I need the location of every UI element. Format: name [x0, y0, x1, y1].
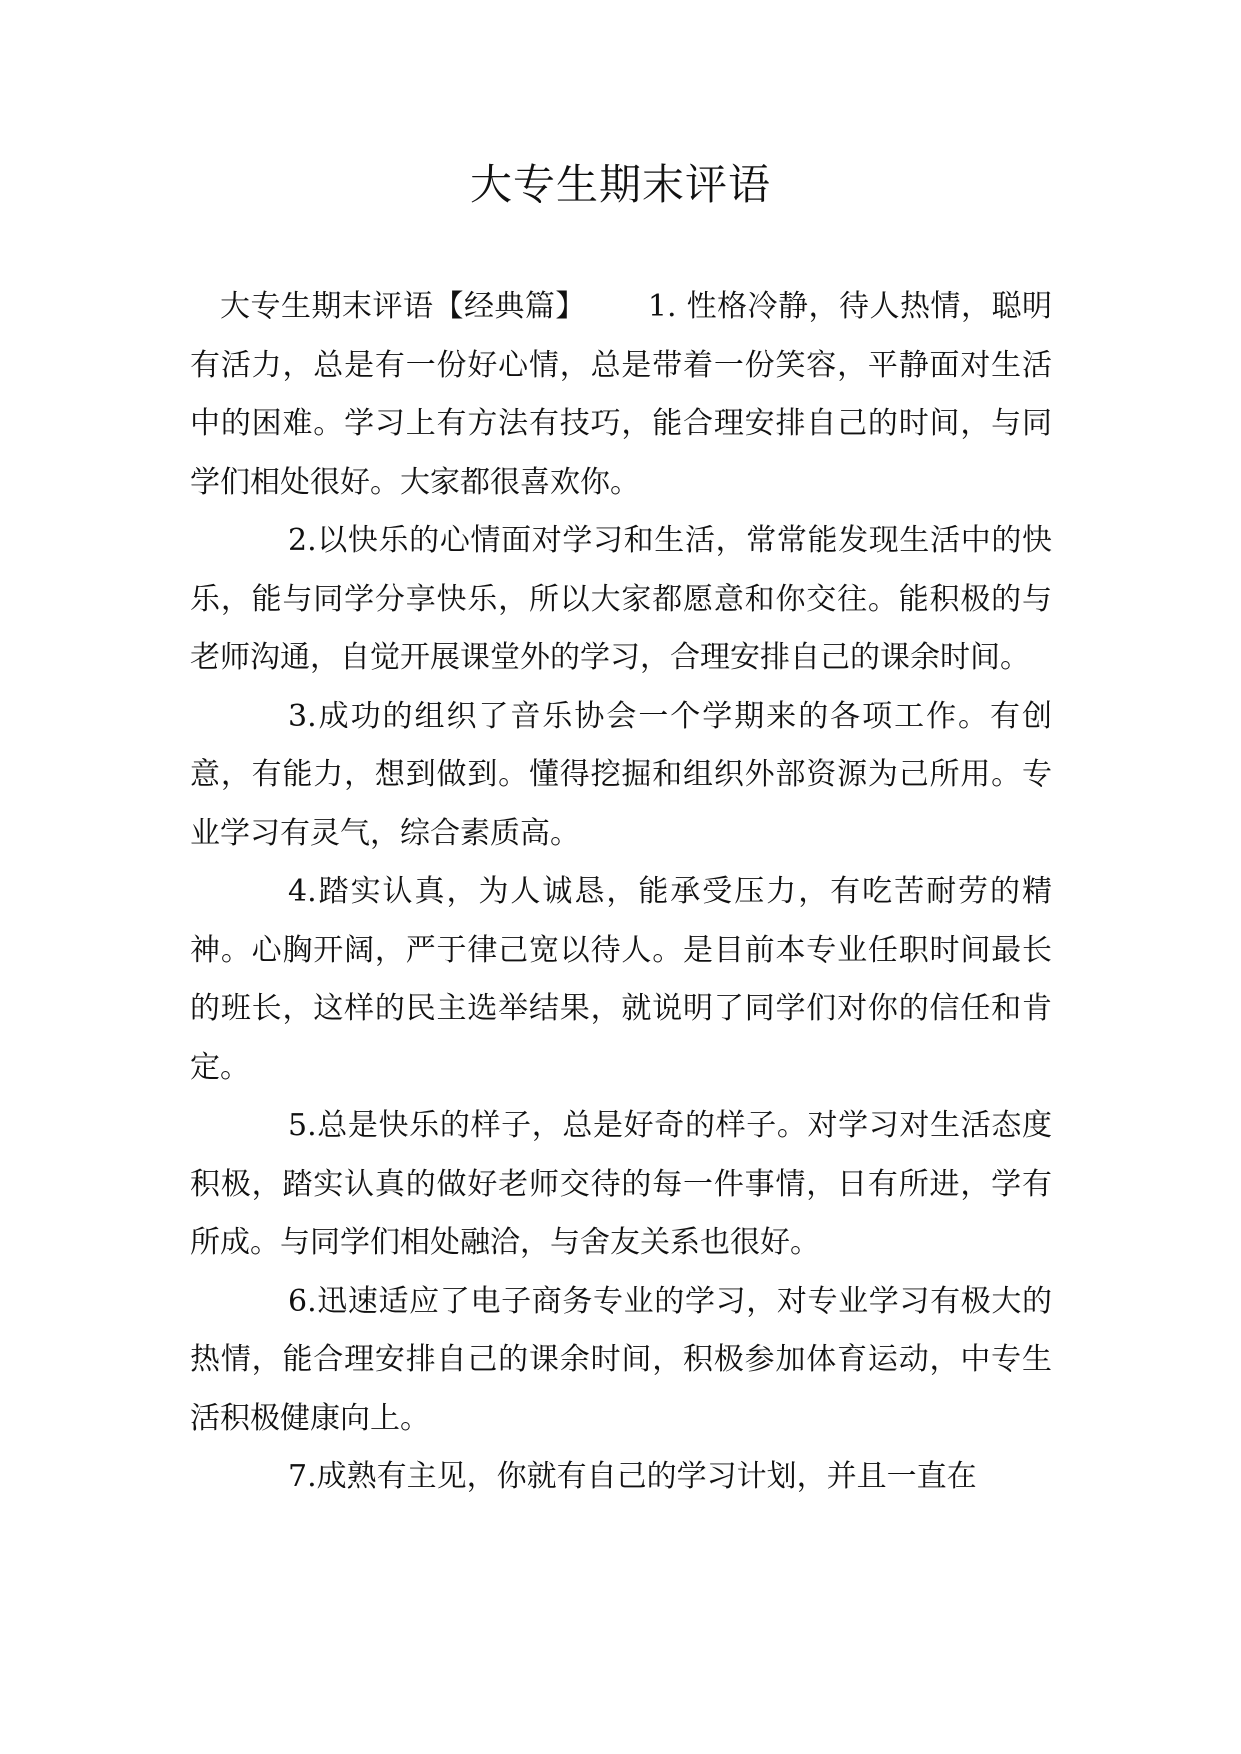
paragraph-1: [190, 278, 1052, 512]
paragraph-5: 5.总是快乐的样子，总是好奇的样子。对学习对生活态度积极，踏实认真的做好老师交待的每一件事情，日有所进，学有所成。与同学们相处融洽，与舍友关系也很好。: [190, 1108, 1052, 1260]
intro-heading: 大专生期末评语【经典篇】: [220, 289, 586, 324]
paragraph-2: 2.以快乐的心情面对学习和生活，常常能发现生活中的快乐，能与同学分享快乐，所以大家都愿意和你交往。能积极的与老师沟通，自觉开展课堂外的学习，合理安排自己的课余时间。: [190, 523, 1052, 675]
paragraph-4: 4.踏实认真，为人诚恳，能承受压力，有吃苦耐劳的精神。心胸开阔，严于律己宽以待人。是目前本专业任职时间最长的班长，这样的民主选举结果，就说明了同学们对你的信任和肯定。: [190, 874, 1052, 1085]
document-body: [190, 278, 1052, 1507]
paragraph-6: 6.迅速适应了电子商务专业的学习，对专业学习有极大的热情，能合理安排自己的课余时间，积极参加体育运动，中专生活积极健康向上。: [190, 1283, 1052, 1436]
document-title: 大专生期末评语: [469, 160, 771, 209]
paragraph-7: 7.成熟有主见，你就有自己的学习计划，并且一直在: [288, 1459, 977, 1494]
paragraph-3: 3.成功的组织了音乐协会一个学期来的各项工作。有创意，有能力，想到做到。懂得挖掘和组织外部资源为己所用。专业学习有灵气，综合素质高。: [190, 698, 1052, 851]
paragraph-1-text: 1. 性格冷静，待人热情，聪明有活力，总是有一份好心情，总是带着一份笑容，平静面对生活中的困难。学习上有方法有技巧，能合理安排自己的时间，与同学们相处很好。大家都很喜欢你。: [190, 289, 1052, 500]
